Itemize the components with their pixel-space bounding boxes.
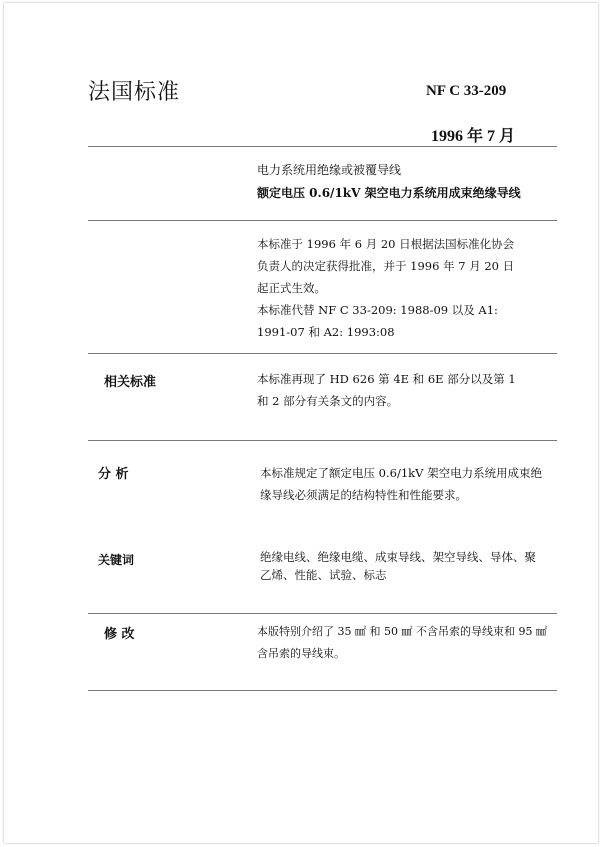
analysis-line: 本标准规定了额定电压 0.6/1kV 架空电力系统用成束绝 <box>260 466 543 480</box>
approval-text <box>257 233 529 343</box>
divider <box>88 613 557 614</box>
document-subtitle: 额定电压 0.6/1kV 架空电力系统用成束绝缘导线 <box>257 186 521 200</box>
standard-number: NF C 33-209 <box>426 83 507 99</box>
revision-line: 含吊索的导线束。 <box>257 647 345 660</box>
divider <box>88 353 557 354</box>
approval-line: 起正式生效。 <box>257 281 326 295</box>
divider <box>88 440 557 441</box>
keywords-label: 关键词 <box>98 553 135 567</box>
approval-line: 负责人的决定获得批准，并于 1996 年 7 月 20 日 <box>257 259 515 273</box>
revision-line: 本版特别介绍了 35 ㎟ 和 50 ㎟ 不含吊索的导线束和 95 ㎟ <box>257 625 547 638</box>
publication-date: 1996 年 7 月 <box>431 128 516 145</box>
related-line: 本标准再现了 HD 626 第 4E 和 6E 部分以及第 1 <box>257 372 516 386</box>
analysis-line: 缘导线必须满足的结构特性和性能要求。 <box>260 488 467 502</box>
approval-line: 1991-07 和 A2: 1993:08 <box>257 325 395 339</box>
document-page <box>4 3 598 843</box>
revision-label: 修 改 <box>104 627 135 642</box>
divider <box>88 146 557 147</box>
revision-text <box>257 621 557 665</box>
related-standards-text <box>257 368 529 412</box>
approval-line: 本标准代替 NF C 33-209: 1988-09 以及 A1: <box>257 303 498 317</box>
standard-title: 法国标准 <box>88 80 181 105</box>
divider <box>88 690 557 691</box>
subject-line: 电力系统用绝缘或被覆导线 <box>257 163 402 177</box>
related-line: 和 2 部分有关条文的内容。 <box>257 394 399 408</box>
keywords-line: 乙烯、性能、试验、标志 <box>260 568 387 582</box>
analysis-text <box>260 462 552 506</box>
analysis-label: 分 析 <box>98 467 129 482</box>
approval-line: 本标准于 1996 年 6 月 20 日根据法国标准化协会 <box>257 237 515 251</box>
divider <box>88 220 557 221</box>
keywords-text <box>260 548 552 584</box>
keywords-line: 绝缘电线、绝缘电缆、成束导线、架空导线、导体、聚 <box>260 550 536 564</box>
related-standards-label: 相关标准 <box>104 375 157 390</box>
